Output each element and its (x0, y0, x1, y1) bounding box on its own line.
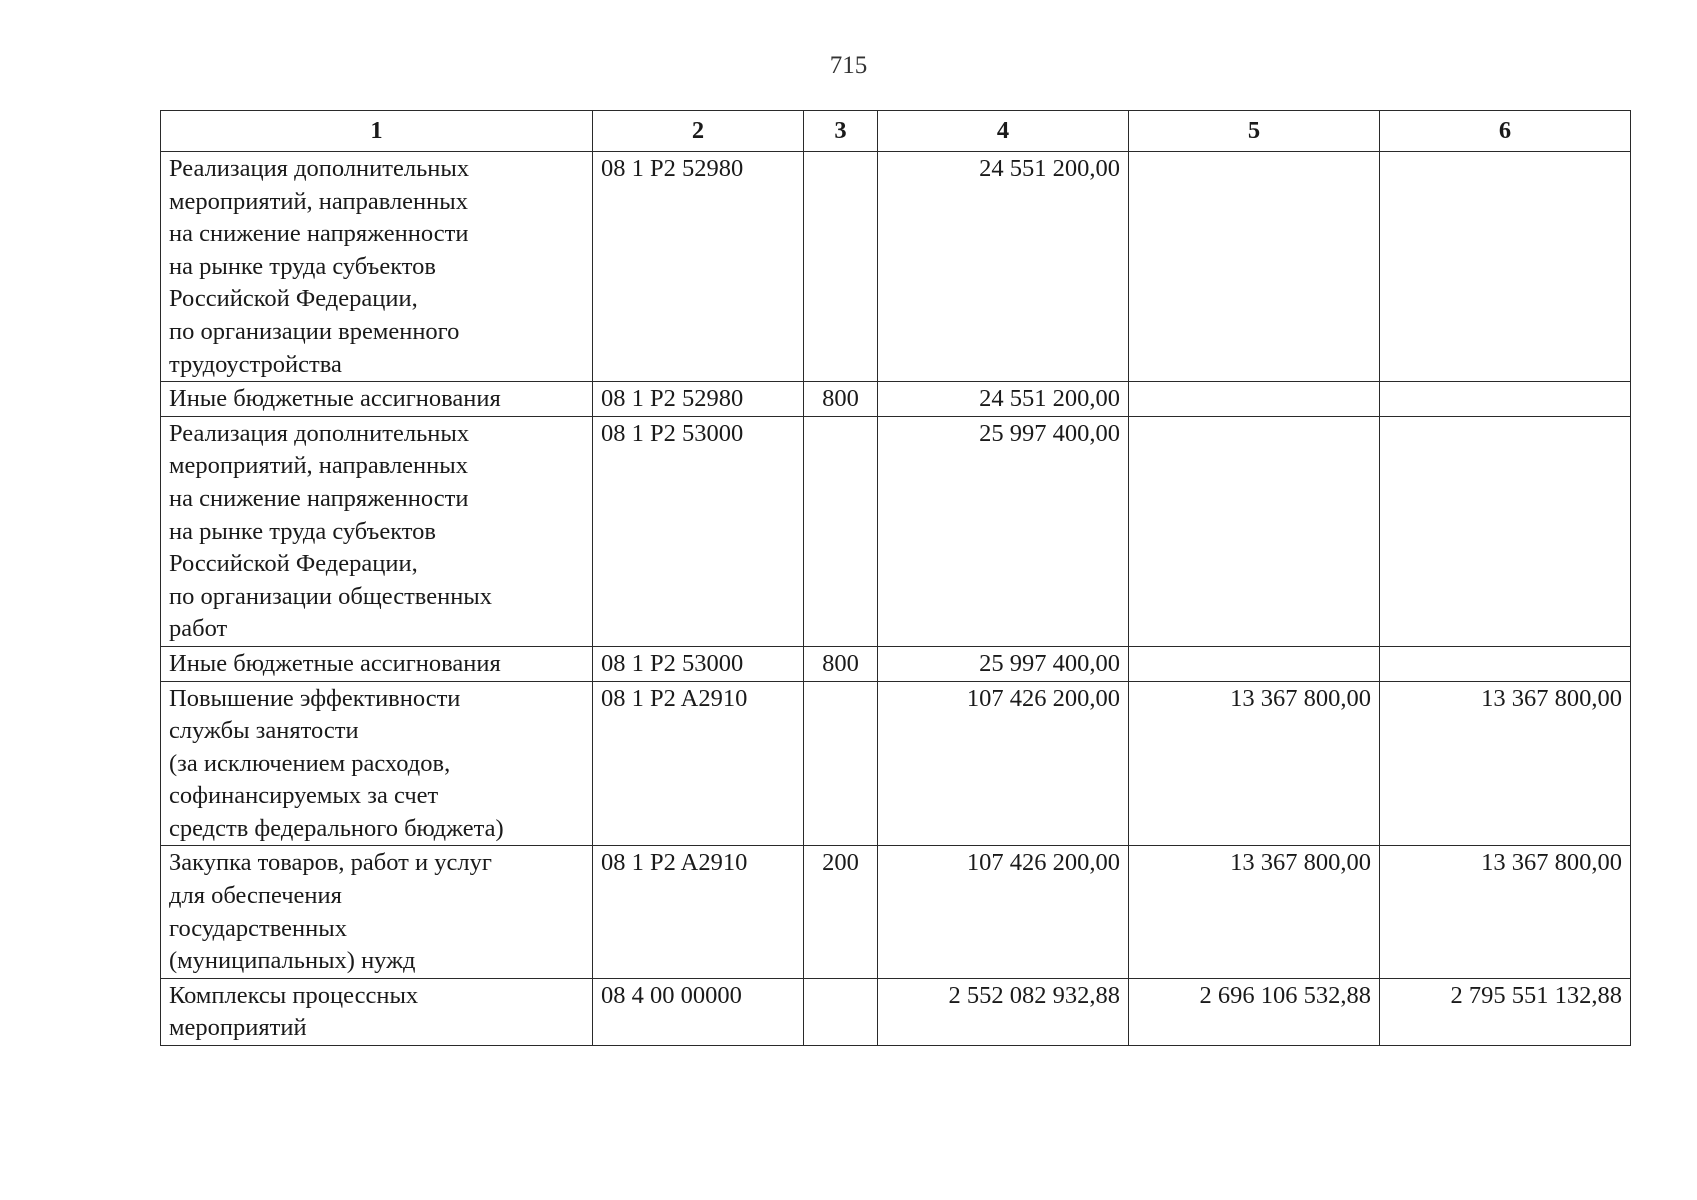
row-code-cell: 08 1 P2 A2910 (593, 846, 804, 978)
name-line: средств федерального бюджета) (169, 814, 504, 842)
name-line: для обеспечения (169, 882, 342, 910)
row-sum-col6 (1380, 382, 1631, 417)
name-line: Иные бюджетные ассигнования (169, 649, 501, 677)
row-code-cell: 08 1 P2 A2910 (593, 681, 804, 846)
row-name-cell (161, 382, 593, 417)
name-line: на снижение напряженности (169, 220, 469, 248)
name-line: Комплексы процессных (169, 981, 419, 1009)
row-name-cell (161, 978, 593, 1045)
table-row (161, 978, 1631, 1045)
table-row (161, 382, 1631, 417)
name-line: на рынке труда субъектов (169, 252, 436, 280)
column-header-4: 4 (878, 111, 1129, 152)
row-sum-col5: 2 696 106 532,88 (1129, 978, 1380, 1045)
column-header-3: 3 (804, 111, 878, 152)
name-line: (за исключением расходов, (169, 749, 451, 777)
row-type-cell: 800 (804, 646, 878, 681)
row-code-cell: 08 1 P2 53000 (593, 646, 804, 681)
row-sum-col5 (1129, 152, 1380, 382)
row-sum-col4: 25 997 400,00 (878, 646, 1129, 681)
header-row (161, 111, 1631, 152)
row-sum-col6: 13 367 800,00 (1380, 846, 1631, 978)
name-line: (муниципальных) нужд (169, 947, 416, 975)
table-row (161, 681, 1631, 846)
row-sum-col6 (1380, 646, 1631, 681)
row-type-cell: 200 (804, 846, 878, 978)
table-row (161, 416, 1631, 646)
page-number: 715 (829, 52, 868, 79)
row-sum-col4: 107 426 200,00 (878, 681, 1129, 846)
name-line: Иные бюджетные ассигнования (169, 385, 501, 413)
row-name-cell (161, 646, 593, 681)
row-sum-col6: 2 795 551 132,88 (1380, 978, 1631, 1045)
name-line: на рынке труда субъектов (169, 517, 436, 545)
table-row (161, 646, 1631, 681)
table-row (161, 846, 1631, 978)
name-line: работ (169, 615, 228, 643)
column-header-1: 1 (161, 111, 593, 152)
name-line: по организации общественных (169, 582, 493, 610)
column-header-2: 2 (593, 111, 804, 152)
row-sum-col6: 13 367 800,00 (1380, 681, 1631, 846)
row-type-cell (804, 152, 878, 382)
name-line: службы занятости (169, 717, 359, 745)
row-sum-col6 (1380, 152, 1631, 382)
row-sum-col4: 107 426 200,00 (878, 846, 1129, 978)
row-sum-col5 (1129, 646, 1380, 681)
name-line: трудоустройства (169, 350, 342, 378)
row-type-cell (804, 978, 878, 1045)
name-line: софинансируемых за счет (169, 782, 439, 810)
column-header-5: 5 (1129, 111, 1380, 152)
row-code-cell: 08 1 P2 52980 (593, 152, 804, 382)
name-line: Реализация дополнительных (169, 155, 470, 182)
row-code-cell: 08 1 P2 52980 (593, 382, 804, 417)
row-sum-col4: 2 552 082 932,88 (878, 978, 1129, 1045)
row-name-cell (161, 681, 593, 846)
row-type-cell (804, 681, 878, 846)
row-sum-col5: 13 367 800,00 (1129, 846, 1380, 978)
row-sum-col4: 24 551 200,00 (878, 382, 1129, 417)
row-type-cell: 800 (804, 382, 878, 417)
name-line: Российской Федерации, (169, 550, 418, 578)
row-sum-col4: 24 551 200,00 (878, 152, 1129, 382)
name-line: мероприятий, направленных (169, 187, 468, 215)
table-row (161, 152, 1631, 382)
name-line: государственных (169, 914, 347, 942)
budget-table (160, 110, 1631, 1046)
name-line: мероприятий, направленных (169, 452, 468, 480)
row-sum-col4: 25 997 400,00 (878, 416, 1129, 646)
row-name-cell (161, 152, 593, 382)
row-sum-col5 (1129, 416, 1380, 646)
row-code-cell: 08 1 P2 53000 (593, 416, 804, 646)
name-line: Реализация дополнительных (169, 419, 470, 447)
row-sum-col5: 13 367 800,00 (1129, 681, 1380, 846)
row-name-cell (161, 846, 593, 978)
row-sum-col6 (1380, 416, 1631, 646)
row-code-cell: 08 4 00 00000 (593, 978, 804, 1045)
row-type-cell (804, 416, 878, 646)
name-line: мероприятий (169, 1014, 307, 1042)
column-header-6: 6 (1380, 111, 1631, 152)
name-line: Закупка товаров, работ и услуг (169, 849, 492, 877)
name-line: по организации временного (169, 317, 460, 345)
row-name-cell (161, 416, 593, 646)
name-line: Повышение эффективности (169, 684, 461, 712)
name-line: Российской Федерации, (169, 285, 418, 313)
name-line: на снижение напряженности (169, 484, 469, 512)
row-sum-col5 (1129, 382, 1380, 417)
